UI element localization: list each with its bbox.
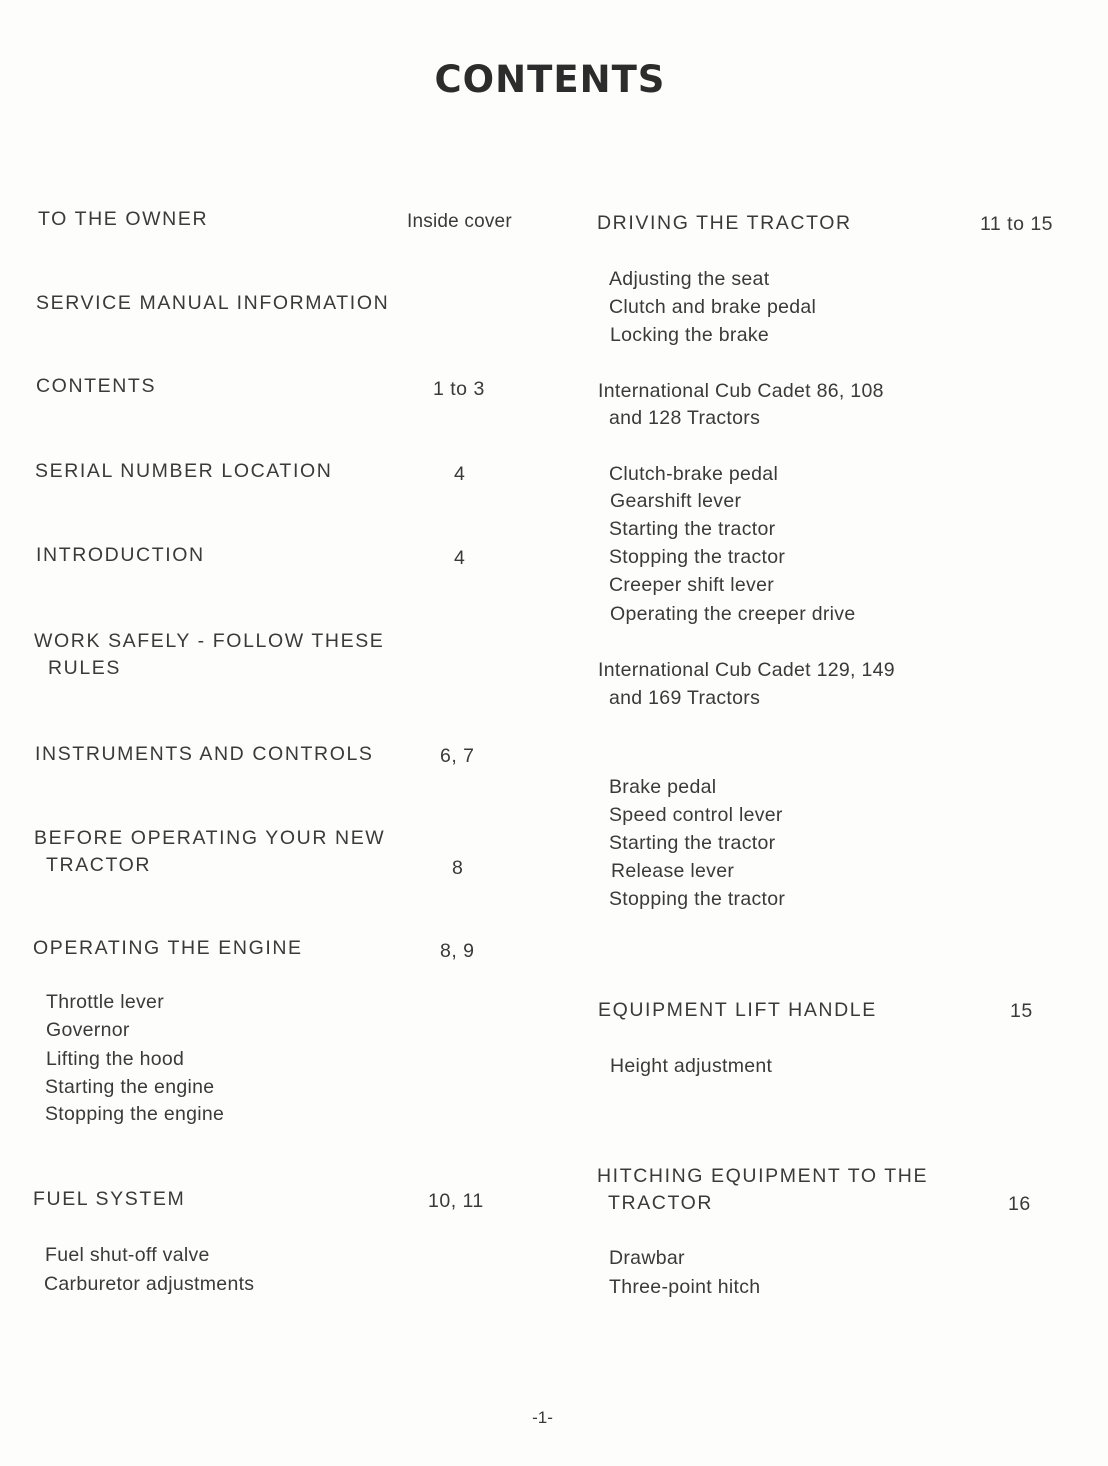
- toc-group-cub-cadet-86: International Cub Cadet 86, 108: [598, 380, 884, 402]
- toc-entry-driving: DRIVING THE TRACTOR: [597, 212, 852, 234]
- toc-subentry: Clutch and brake pedal: [609, 296, 817, 318]
- toc-subentry: Throttle lever: [46, 991, 164, 1013]
- toc-group-cub-cadet-129-line-2: and 169 Tractors: [609, 687, 761, 709]
- toc-entry-instruments: INSTRUMENTS AND CONTROLS: [35, 743, 374, 765]
- toc-subentry: Release lever: [611, 860, 735, 882]
- toc-subentry: Locking the brake: [610, 324, 770, 346]
- toc-entry-work-safely-line-2: RULES: [48, 657, 122, 679]
- toc-page-fuel: 10, 11: [428, 1190, 484, 1212]
- toc-subentry: Governor: [46, 1019, 130, 1041]
- toc-entry-work-safely: WORK SAFELY - FOLLOW THESE: [34, 630, 385, 652]
- toc-subentry: Clutch-brake pedal: [609, 463, 779, 485]
- toc-entry-before-operating-line-2: TRACTOR: [46, 854, 152, 876]
- toc-entry-service: SERVICE MANUAL INFORMATION: [36, 292, 390, 314]
- toc-subentry: Brake pedal: [609, 776, 717, 798]
- toc-subentry: Fuel shut-off valve: [45, 1244, 210, 1266]
- toc-subentry: Stopping the tractor: [609, 546, 786, 568]
- toc-entry-engine: OPERATING THE ENGINE: [33, 937, 303, 959]
- toc-entry-hitching: HITCHING EQUIPMENT TO THE: [597, 1165, 929, 1187]
- toc-subentry: Lifting the hood: [46, 1048, 185, 1070]
- toc-entry-owner: TO THE OWNER: [38, 208, 209, 230]
- toc-subentry: Speed control lever: [609, 804, 783, 826]
- toc-entry-lift-handle: EQUIPMENT LIFT HANDLE: [598, 999, 877, 1021]
- toc-subentry: Creeper shift lever: [609, 574, 775, 596]
- toc-subentry: Carburetor adjustments: [44, 1273, 255, 1295]
- toc-page-hitching: 16: [1008, 1193, 1031, 1215]
- toc-subentry: Operating the creeper drive: [610, 603, 856, 625]
- toc-group-cub-cadet-129: International Cub Cadet 129, 149: [598, 659, 895, 681]
- toc-page-driving: 11 to 15: [980, 213, 1054, 235]
- toc-entry-hitching-line-2: TRACTOR: [608, 1192, 714, 1214]
- toc-group-cub-cadet-86-line-2: and 128 Tractors: [609, 407, 761, 429]
- toc-page-instruments: 6, 7: [440, 745, 475, 767]
- toc-subentry: Stopping the tractor: [609, 888, 786, 910]
- toc-page-serial: 4: [454, 463, 466, 485]
- toc-subentry: Adjusting the seat: [609, 268, 770, 290]
- toc-page-contents: 1 to 3: [433, 378, 485, 400]
- toc-subentry: Height adjustment: [610, 1055, 773, 1077]
- toc-page-introduction: 4: [454, 547, 466, 569]
- toc-page-lift-handle: 15: [1010, 1000, 1033, 1022]
- toc-entry-fuel: FUEL SYSTEM: [33, 1188, 186, 1210]
- toc-subentry: Gearshift lever: [610, 490, 742, 512]
- toc-entry-contents: CONTENTS: [36, 375, 157, 397]
- toc-page-owner: Inside cover: [407, 211, 512, 232]
- toc-subentry: Stopping the engine: [45, 1103, 225, 1125]
- toc-entry-serial: SERIAL NUMBER LOCATION: [35, 460, 333, 482]
- toc-subentry: Drawbar: [609, 1247, 685, 1269]
- toc-subentry: Starting the tractor: [609, 518, 776, 540]
- toc-subentry: Three-point hitch: [609, 1276, 761, 1298]
- toc-entry-introduction: INTRODUCTION: [36, 544, 205, 566]
- toc-entry-before-operating: BEFORE OPERATING YOUR NEW: [34, 827, 386, 849]
- toc-page-before-operating: 8: [452, 857, 464, 879]
- toc-subentry: Starting the engine: [45, 1076, 215, 1098]
- page-number: -1-: [532, 1408, 553, 1427]
- toc-page-engine: 8, 9: [440, 940, 475, 962]
- page-title: CONTENTS: [434, 58, 666, 101]
- toc-subentry: Starting the tractor: [609, 832, 776, 854]
